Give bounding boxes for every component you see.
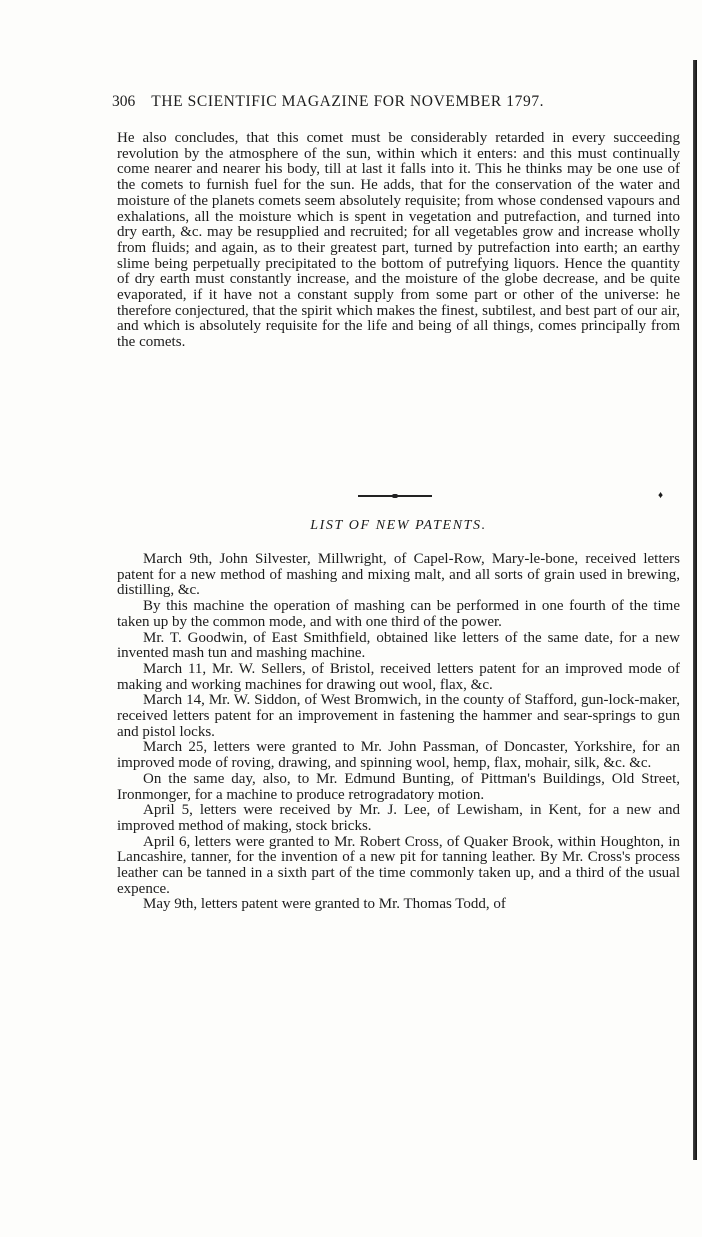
patent-entry: March 25, letters were granted to Mr. John Passman, of Doncaster, Yorkshire, for an improved mode of roving, drawing, and spinning wool, hemp, flax, mohair, silk, &c. &c. [117,739,680,772]
binding-edge [693,60,697,1160]
running-header [112,93,682,111]
patent-entry: March 11, Mr. W. Sellers, of Bristol, received letters patent for an improved mode of making and working machines for drawing out wool, flax, &c. [117,660,680,693]
running-title: THE SCIENTIFIC MAGAZINE FOR NOVEMBER 1797. [151,93,545,110]
section-divider [358,495,432,497]
patents-list [117,552,680,913]
patent-entry: On the same day, also, to Mr. Edmund Bunting, of Pittman's Buildings, Old Street, Ironmonger, for a machine to produce retrogradatory motion. [117,770,680,803]
patent-entry: April 5, letters were received by Mr. J. Lee, of Lewisham, in Kent, for a new and improved method of making, stock bricks. [117,802,680,834]
comet-paragraph [117,131,680,351]
patent-entry: Mr. T. Goodwin, of East Smithfield, obtained like letters of the same date, for a new invented mash tun and mashing machine. [117,629,680,662]
patent-entry: March 9th, John Silvester, Millwright, of Capel-Row, Mary-le-bone, received letters patent for a new method of mashing and mixing malt, and all sorts of grain used in brewing, distilling, &c. [117,551,680,599]
printer-mark: ♦ [658,490,664,501]
page-number: 306 [112,93,136,110]
comet-paragraph-text: He also concludes, that this comet must be considerably retarded in every succeeding revolution by the atmosphere of the sun, within which it enters: and this must continually come nearer and nearer his body, till at last it falls into it. This he thinks may be one use of the comets to furnish fuel for the sun. He adds, that for the conservation of the water and moisture of the planets comets seem absolutely requisite; from whose condensed vapours and exhalations, all the moisture which is spent in vegetation and putrefaction, and turned into dry earth, &c. may be resupplied and recruited; for all vegetables grow and increase wholly from fluids; and again, as to their greatest part, turned by putrefaction into earth; an earthy slime being perpetually precipitated to the bottom of putrefying liquors. Hence the quantity of dry earth must constantly increase, and the moisture of the globe decrease, and be quite evaporated, if it have not a constant supply from some part or other of the universe: he therefore conjectured, that the spirit which makes the finest, subtilest, and best part of our air, and which is absolutely requisite for the life and being of all things, comes principally from the comets. [117,130,680,351]
section-title: LIST OF NEW PATENTS. [310,518,487,533]
patent-entry: April 6, letters were granted to Mr. Robert Cross, of Quaker Brook, within Houghton, in Lancashire, tanner, for the invention of a new pit for tanning leather. By Mr. Cross's process leather can be tanned in a sixth part of the time commonly taken up, and a third of the usual expence. [117,833,680,897]
patent-entry: By this machine the operation of mashing can be performed in one fourth of the time taken up by the common mode, and with one third of the power. [117,598,680,630]
patent-entry: March 14, Mr. W. Siddon, of West Bromwich, in the county of Stafford, gun-lock-maker, received letters patent for an improvement in fastening the hammer and sear-springs to gun and pistol locks. [117,692,680,740]
patent-entry: May 9th, letters patent were granted to Mr. Thomas Todd, of [143,896,506,913]
